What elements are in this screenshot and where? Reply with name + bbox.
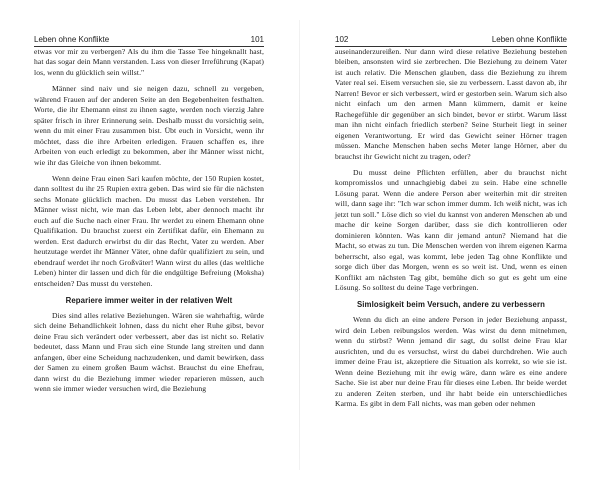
paragraph: Dies sind alles relative Beziehungen. Wären sie wahrhaftig, würde sich deine Behandlichkeit lohnen, dass du nicht eher Ruhe gibst, bevor deine Frau sich verändert oder verbessert, aber das ist nicht so. Relativ bedeutet, dass Mann und Frau sich eine Stunde lang streiten und dann anfangen, über eine Scheidung nachzudenken, und damit bewirken, dass der Samen zu einem großen Baum wächst. Brauchst du eine Ehefrau, dann wirst du die Beziehung immer wieder reparieren müssen, auch wenn sie immer wieder versuchen wird, die Beziehung	[34, 310, 264, 394]
running-title: Leben ohne Konflikte	[34, 35, 110, 44]
paragraph: Du musst deine Pflichten erfüllen, aber du brauchst nicht kompromisslos und unnachgiebig dabei zu sein. Habe eine schnelle Lösung parat. Wenn die andere Person aber weiterhin mit dir streiten will, dann sage ihr: "Ich war schon immer dumm. Ich weiß nicht, was ich jetzt tun soll." Löse dich so viel du kannst von anderen Menschen ab und mache dir keine Sorgen darüber, dass sie dich kontrollieren oder dominieren könnten. Was kann dir jemand antun? Niemand hat die Macht, so etwas zu tun. Die Menschen werden von ihrem eigenen Karma beherrscht, also egal, was kommt, lebe jeden Tag ohne Konflikte und sorge dich über das Morgen, wenn es so weit ist. Und, wenn es einen Konflikt am nächsten Tag gibt, bemühe dich so gut es geht um eine Lösung. So solltest du deine Tage verbringen.	[335, 167, 567, 292]
paragraph: Männer sind naiv und sie neigen dazu, schnell zu vergeben, während Frauen auf der anderen Seite an den Begebenheiten festhalten. Worte, die ihr Ehemann einst zu ihnen sagte, werden noch vierzig Jahre später frisch in ihrer Erinnerung sein. Deshalb musst du vorsichtig sein, wenn du mit einer Frau zusammen bist. Übt euch in Vorsicht, wenn ihr möchtet, dass die ihre Arbeiten erledigen. Frauen schaffen es, ihre Arbeiten von euch erledigt zu bekommen, aber ihr Männer wisst nicht, wie ihr das Gleiche von ihnen bekommt.	[34, 84, 264, 167]
running-header-right	[335, 34, 567, 47]
paragraph: Wenn du dich an eine andere Person in jeder Beziehung anpasst, wird dein Leben reibungslos werden. Was wirst du denn mitnehmen, wenn du stirbst? Wenn jemand dir sagt, du sollst deine Frau klar ausrichten, und du es versuchst, wirst du dabei durchdrehen. Wie auch immer deine Frau ist, akzeptiere die Situation als korrekt, so wie sie ist. Wenn deine Beziehung mit ihr ewig wäre, dann wäre es eine andere Sache. Sie ist aber nur deine Frau für dieses eine Leben. Ihr beide werdet zu anderen Zeiten sterben, und ihr habt beide ein unterschiedliches Karma. Es gibt in dem Fall nichts, was man geben oder nehmen	[335, 315, 567, 409]
running-header-left	[34, 34, 264, 47]
page-body-left	[34, 47, 264, 395]
section-heading: Simlosigkeit beim Versuch, andere zu verbessern	[356, 300, 545, 310]
paragraph: auseinanderzureißen. Nur dann wird diese relative Beziehung bestehen bleiben, ansonsten wird sie zerbrechen. Die Beziehung zu deinem Vater ist auch relativ. Die Menschen glauben, dass die Beziehung zu ihrem Vater real sei. Eisem versuchen sie, sie zu verbessern. Lasst davon ab, ihr Narren! Bevor er sich verbessert, wird er gestorben sein. Warum sich also nicht einfach um den armen Mann kümmern, damit er keine Rachegefühle dir gegenüber an sich bindet, bevor er stirbt. Warum lässt man ihn nicht einfach friedlich sterben? Seine Sturheit liegt in seiner eigenen Verantwortung. Er wird das Gewicht seiner Hörner tragen müssen. Manche Menschen haben sechs Meter lange Hörner, aber du brauchst ihr Gewicht nicht zu tragen, oder?	[335, 47, 567, 161]
paragraph: etwas vor mir zu verbergen? Als du ihm die Tasse Tee hingeknallt hast, hat das sogar dein Mann verstanden. Lass von dieser Irreführung (Kapat) los, wenn du glücklich sein willst."	[34, 47, 264, 77]
page-body-right	[335, 47, 567, 410]
running-title: Leben ohne Konflikte	[491, 35, 567, 44]
page-number: 102	[335, 35, 349, 44]
right-page	[300, 0, 599, 484]
paragraph: Wenn deine Frau einen Sari kaufen möchte, der 150 Rupien kostet, dann solltest du ihr 25 Rupien extra geben. Das wird sie für die nächsten sechs Monate glücklich machen. Du musst das Leben verstehen. Ihr Männer wisst nicht, wie man das Leben lebt, aber dennoch macht ihr euch auf die Suche nach einer Frau. Ihr werdet zu einem Ehemann ohne Qualifikation. Du brauchst zuerst ein Zertifikat dafür, ein Ehemann zu werden. Erst dadurch erwirbst du dir das Recht, Vater zu werden. Aber heutzutage werdet ihr Männer Väter, ohne dafür qualifiziert zu sein, und ebendrauf werdet ihr noch Großväter! Wann wirst du alles (das weltliche Leben) hinter dir lassen und dich für die endgültige Befreiung (Moksha) entscheiden? Das musst du verstehen.	[34, 173, 264, 288]
section-heading: Repariere immer weiter in der relativen Welt	[65, 295, 233, 305]
page-number: 101	[250, 35, 264, 44]
